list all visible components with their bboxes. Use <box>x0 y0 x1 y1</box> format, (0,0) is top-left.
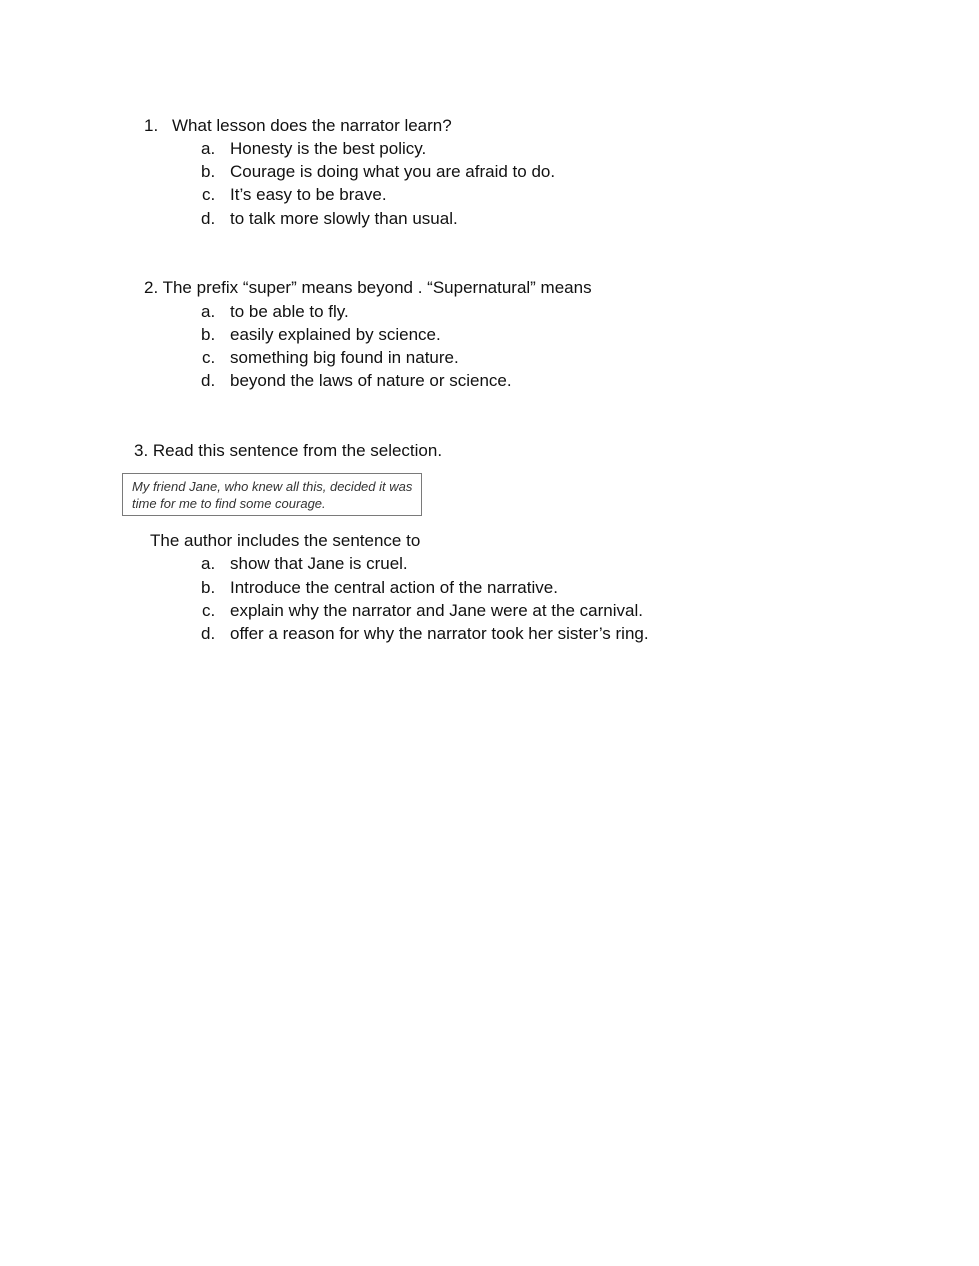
question-3-prompt: 3. Read this sentence from the selection. <box>134 441 443 460</box>
option-letter: d. <box>201 209 216 228</box>
quote-box <box>122 473 422 516</box>
quote-text: My friend Jane, who knew all this, decided it was time for me to find some courage. <box>132 479 413 511</box>
option-text: beyond the laws of nature or science. <box>230 371 512 390</box>
option-text: easily explained by science. <box>230 325 441 344</box>
option-text: to talk more slowly than usual. <box>230 209 458 228</box>
option-letter: a. <box>201 302 216 321</box>
option-text: Introduce the central action of the narrative. <box>230 578 558 597</box>
option-letter: b. <box>201 578 216 597</box>
option-text: Honesty is the best policy. <box>230 139 427 158</box>
option-letter: b. <box>201 162 216 181</box>
option-text: offer a reason for why the narrator took her sister’s ring. <box>230 624 649 643</box>
question-3-stem: The author includes the sentence to <box>150 531 421 550</box>
question-1-prompt: What lesson does the narrator learn? <box>172 116 452 135</box>
option-text: It’s easy to be brave. <box>230 185 387 204</box>
option-text: explain why the narrator and Jane were at the carnival. <box>230 601 643 620</box>
option-letter: b. <box>201 325 216 344</box>
option-letter: d. <box>201 624 216 643</box>
option-letter: a. <box>201 554 216 573</box>
option-letter: d. <box>201 371 216 390</box>
option-text: something big found in nature. <box>230 348 459 367</box>
option-text: to be able to fly. <box>230 302 349 321</box>
option-letter: c. <box>202 348 216 367</box>
option-letter: c. <box>202 185 216 204</box>
question-2-prompt: 2. The prefix “super” means beyond . “Supernatural” means <box>144 278 592 297</box>
option-text: show that Jane is cruel. <box>230 554 408 573</box>
option-letter: a. <box>201 139 216 158</box>
question-1-number: 1. <box>144 116 159 135</box>
option-text: Courage is doing what you are afraid to do. <box>230 162 556 181</box>
option-letter: c. <box>202 601 216 620</box>
